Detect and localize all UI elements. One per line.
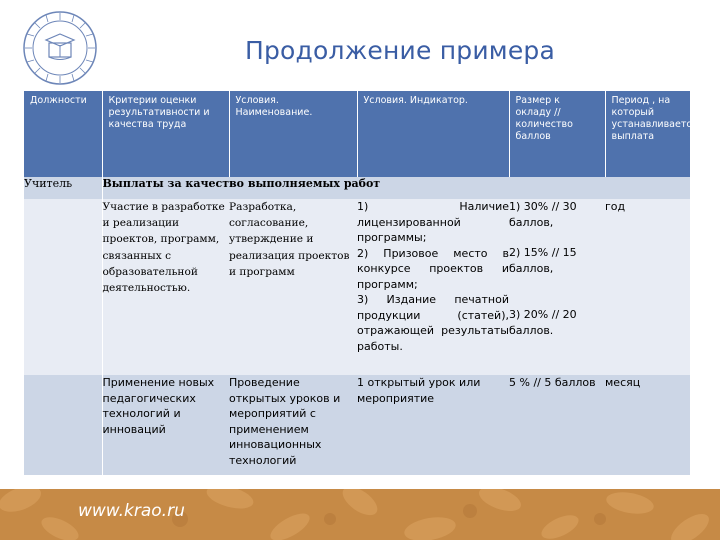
period-cell: год (605, 199, 690, 375)
header-criteria: Критерии оценки результативности и качества труда (102, 91, 229, 177)
indicator-item: 1) Наличие лицензированной программы; (357, 200, 509, 244)
header-indicator: Условия. Индикатор. (357, 91, 509, 177)
table-row (24, 375, 690, 475)
section-row (24, 177, 690, 199)
amount-cell (509, 199, 605, 375)
section-title: Выплаты за качество выполняемых работ (102, 177, 690, 199)
table-row (24, 199, 690, 375)
footer-banner (0, 489, 720, 540)
criteria-cell: Применение новых педагогических технологий и инноваций (102, 375, 229, 475)
condition-name-cell: Разработка, согласование, утверждение и реализация проектов и программ (229, 199, 357, 375)
indicator-item: 3) Издание печатной продукции (статей), отражающей результаты работы. (357, 293, 509, 353)
header-position: Должности (24, 91, 102, 177)
position-cell: Учитель (24, 177, 102, 199)
indicator-cell (357, 199, 509, 375)
amount-item: 3) 20% // 20 баллов. (509, 308, 577, 337)
position-empty-cell (24, 375, 102, 475)
amount-item: 2) 15% // 15 баллов, (509, 246, 577, 275)
amount-cell: 5 % // 5 баллов (509, 375, 605, 475)
table-header-row (24, 91, 690, 177)
position-empty-cell (24, 199, 102, 375)
criteria-cell: Участие в разработке и реализации проектов, программ, связанных с образовательной деятельностью. (102, 199, 229, 375)
indicator-item: 2) Призовое место в конкурсе проектов и программ; (357, 246, 509, 291)
page-title: Продолжение примера (244, 36, 556, 65)
header-condition-name: Условия. Наименование. (229, 91, 357, 177)
period-cell: месяц (605, 375, 690, 475)
indicator-cell: 1 открытый урок или мероприятие (357, 375, 509, 475)
header-period: Период , на который устанавливается выплата (605, 91, 690, 177)
footer-url: www.krao.ru (78, 501, 185, 521)
condition-name-cell: Проведение открытых уроков и мероприятий с применением инновационных технологий (229, 375, 357, 475)
amount-item: 1) 30% // 30 баллов, (509, 200, 577, 229)
header-amount: Размер к окладу // количество баллов (509, 91, 605, 177)
criteria-table (24, 91, 698, 475)
university-seal-icon (22, 10, 98, 86)
